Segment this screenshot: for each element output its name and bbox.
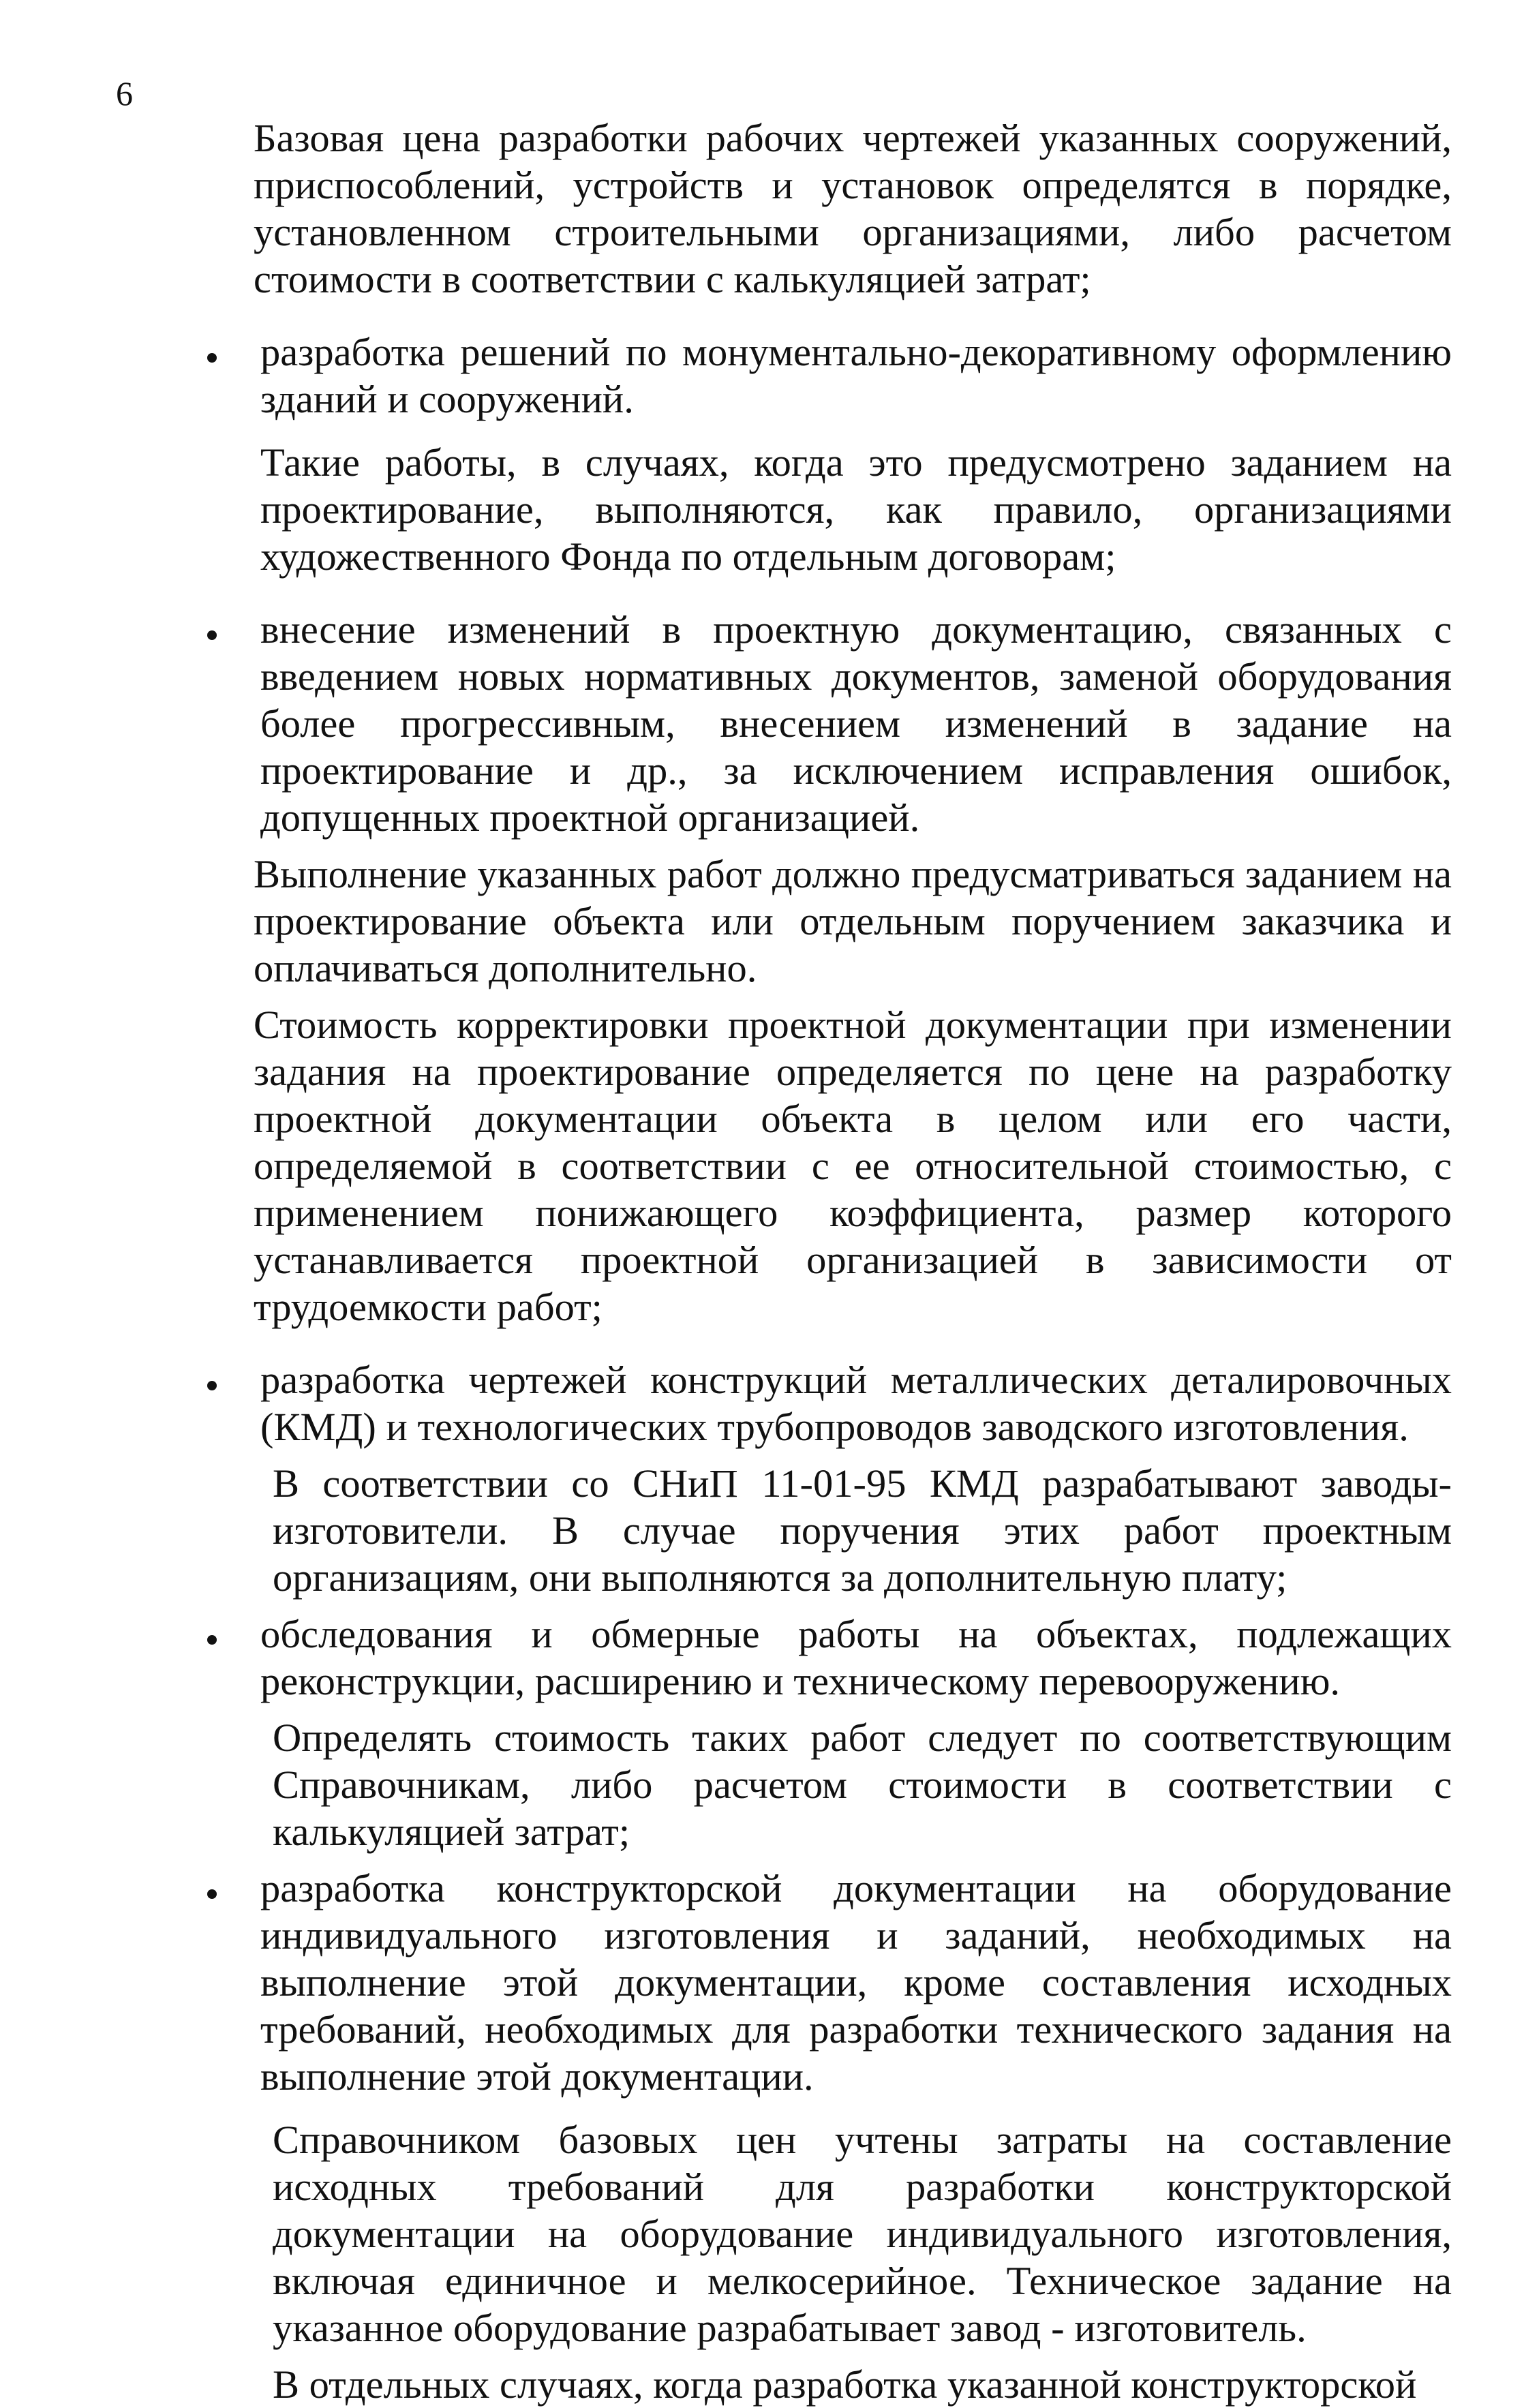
bullet-item — [260, 1356, 1452, 1450]
bullet-text: разработка чертежей конструкций металлических деталировочных (КМД) и технологических трубопроводов заводского изготовления. — [260, 1358, 1452, 1449]
bullet-text: обследования и обмерные работы на объектах, подлежащих реконструкции, расширению и техническому перевооружению. — [260, 1612, 1452, 1703]
bullet-item — [260, 329, 1452, 423]
bullet-item — [260, 606, 1452, 841]
bullet-text: разработка конструкторской документации на оборудование индивидуального изготовления и заданий, необходимых на выполнение этой документации, кроме составления исходных требований, необходимых для разработки технического задания на выполнение этой документации. — [260, 1866, 1452, 2099]
bullet-icon — [207, 1381, 217, 1390]
paragraph: В отдельных случаях, когда разработка указанной конструкторской — [273, 2362, 1417, 2407]
paragraph: Определять стоимость таких работ следует по соответствующим Справочникам, либо расчетом стоимости в соответствии с калькуляцией затрат; — [273, 1716, 1452, 1854]
paragraph: Справочником базовых цен учтены затраты на составление исходных требований для разработки конструкторской документации на оборудование индивидуального изготовления, включая единичное и мелкосерийное. Техническое задание на указанное оборудование разрабатывает завод - изготовитель. — [273, 2118, 1452, 2350]
bullet-text: разработка решений по монументально-декоративному оформлению зданий и сооружений. — [260, 330, 1452, 421]
page-content — [254, 115, 1452, 2408]
paragraph: Стоимость корректировки проектной документации при изменении задания на проектирование определяется по цене на разработку проектной документации объекта в целом или его части, определяемой в соответствии с ее относительной стоимостью, с применением понижающего коэффициента, размер которого устанавливается проектной организацией в зависимости от трудоемкости работ; — [254, 1003, 1452, 1329]
bullet-icon — [207, 353, 217, 363]
bullet-icon — [207, 630, 217, 640]
bullet-text: внесение изменений в проектную документацию, связанных с введением новых нормативных документов, заменой оборудования более прогрессивным, внесением изменений в задание на проектирование и др., за исключением исправления ошибок, допущенных проектной организацией. — [260, 607, 1452, 840]
page-number: 6 — [116, 74, 133, 112]
paragraph: Базовая цена разработки рабочих чертежей указанных сооружений, приспособлений, устройств и установок определятся в порядке, установленном строительными организациями, либо расчетом стоимости в соответствии с калькуляцией затрат; — [254, 116, 1452, 301]
paragraph: Выполнение указанных работ должно предусматриваться заданием на проектирование объекта или отдельным поручением заказчика и оплачиваться дополнительно. — [254, 852, 1452, 990]
bullet-item — [260, 1865, 1452, 2100]
paragraph: В соответствии со СНиП 11-01-95 КМД разрабатывают заводы-изготовители. В случае поручения этих работ проектным организациям, они выполняются за дополнительную плату; — [273, 1461, 1452, 1600]
bullet-icon — [207, 1635, 217, 1645]
bullet-item — [260, 1611, 1452, 1705]
bullet-icon — [207, 1889, 217, 1899]
paragraph: Такие работы, в случаях, когда это предусмотрено заданием на проектирование, выполняются, как правило, организациями художественного Фонда по отдельным договорам; — [260, 440, 1452, 579]
